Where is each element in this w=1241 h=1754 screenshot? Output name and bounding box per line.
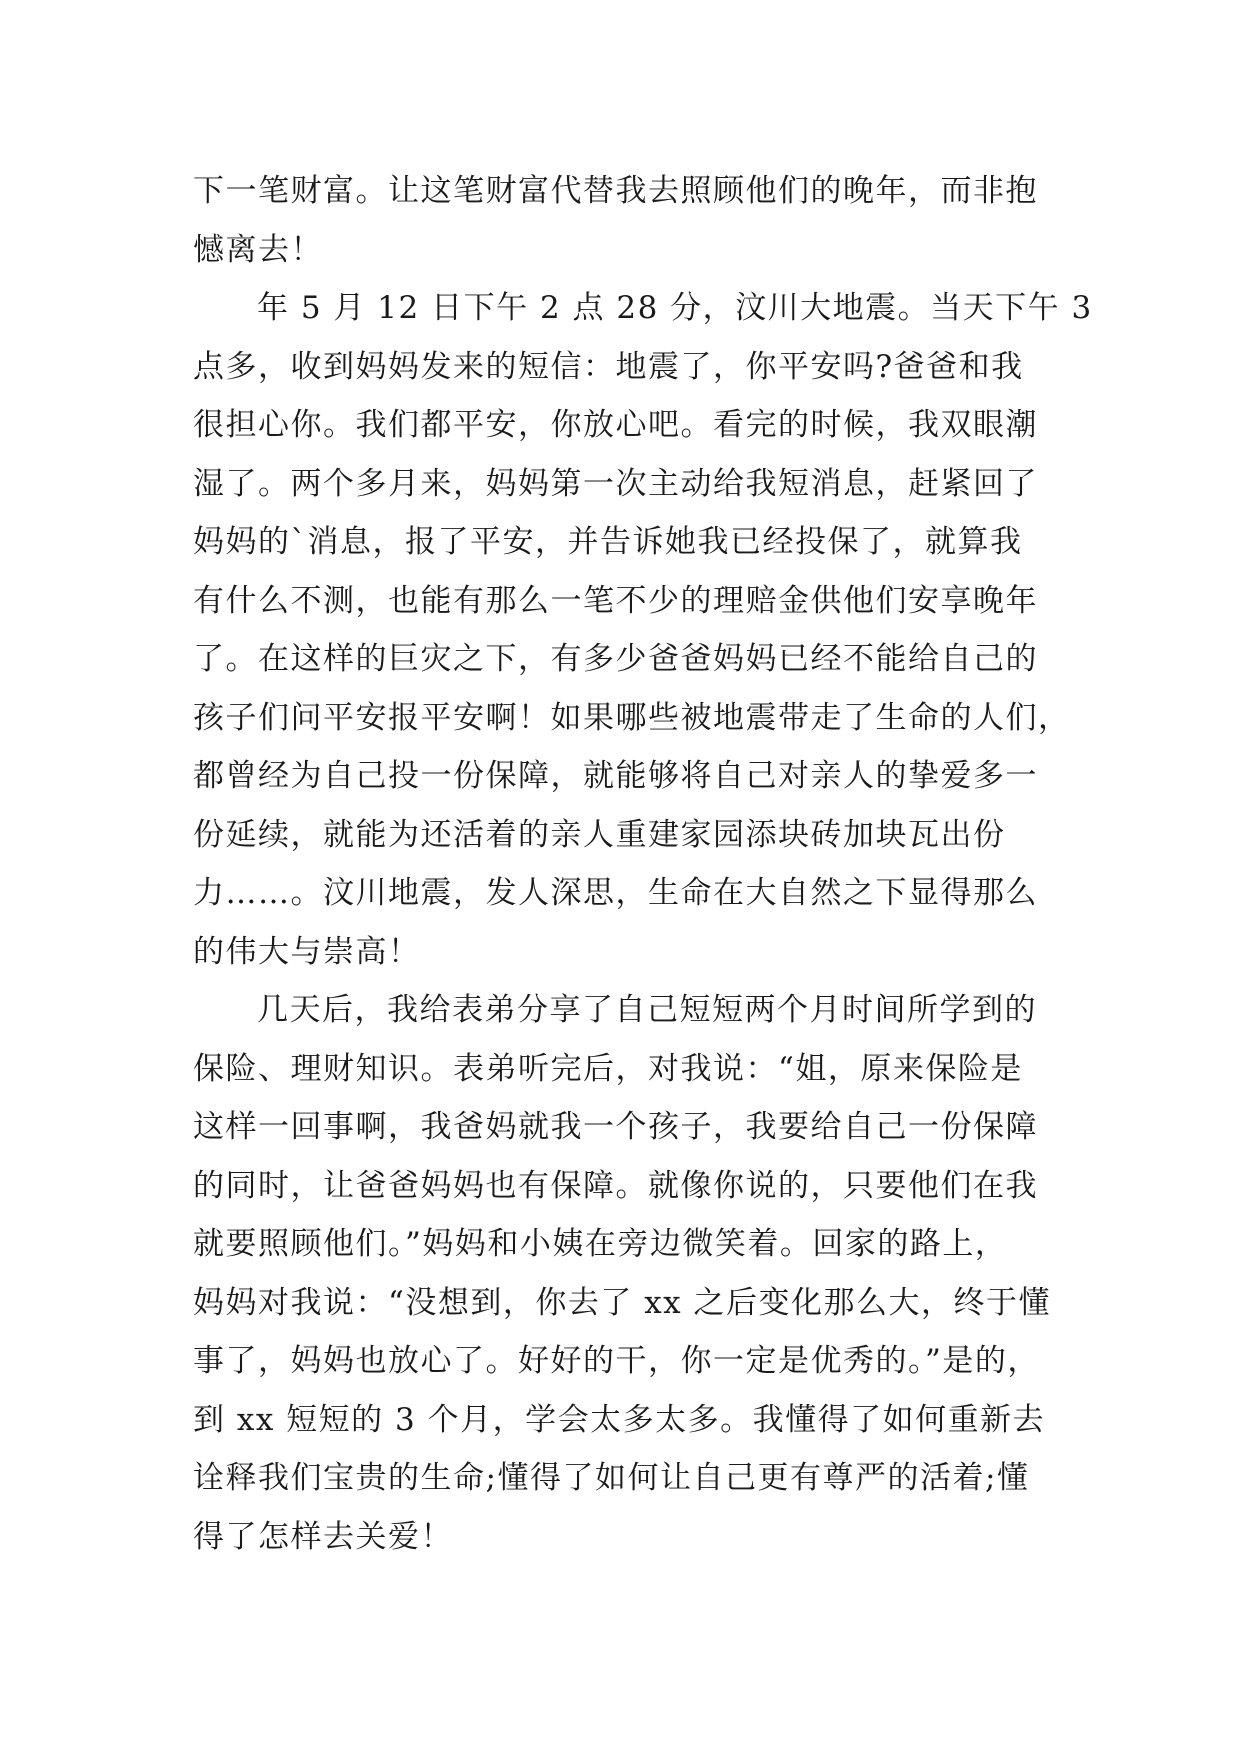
body-text [193, 162, 1093, 1566]
text-line: 点多，收到妈妈发来的短信：地震了，你平安吗?爸爸和我 [193, 348, 1024, 385]
text-line: 下一笔财富。让这笔财富代替我去照顾他们的晚年，而非抱 [193, 173, 1038, 209]
text-line: 的伟大与崇高！ [193, 933, 421, 970]
text-line: 这样一回事啊，我爸妈就我一个孩子，我要给自己一份保障 [193, 1109, 1038, 1145]
paragraph-start-line: 年 5 月 12 日下午 2 点 28 分，汶川大地震。当天下午 3 [257, 290, 1093, 326]
text-line: 得了怎样去关爱！ [193, 1518, 453, 1555]
text-line: 保险、理财知识。表弟听完后，对我说：“姐，原来保险是 [193, 1050, 1023, 1087]
text-line: 憾离去！ [193, 231, 323, 268]
text-line: 就要照顾他们。”妈妈和小姨在旁边微笑着。回家的路上， [193, 1226, 1008, 1262]
text-line: 了。在这样的巨灾之下，有多少爸爸妈妈已经不能给自己的 [193, 641, 1038, 677]
text-line: 孩子们问平安报平安啊！如果哪些被地震带走了生命的人们， [193, 699, 1071, 736]
text-line: 力……。汶川地震，发人深思，生命在大自然之下显得那么 [193, 875, 1038, 911]
text-line: 妈妈的`消息，报了平安，并告诉她我已经投保了，就算我 [193, 524, 1023, 560]
text-line: 很担心你。我们都平安，你放心吧。看完的时候，我双眼潮 [193, 407, 1038, 443]
text-line: 湿了。两个多月来，妈妈第一次主动给我短消息，赶紧回了 [193, 465, 1038, 502]
text-line: 份延续，就能为还活着的亲人重建家园添块砖加块瓦出份 [193, 816, 1006, 853]
text-line: 诠释我们宝贵的生命;懂得了如何让自己更有尊严的活着;懂 [193, 1460, 1030, 1496]
text-line: 都曾经为自己投一份保障，就能够将自己对亲人的挚爱多一 [193, 758, 1038, 794]
paragraph-start-line: 几天后，我给表弟分享了自己短短两个月时间所学到的 [257, 992, 1037, 1028]
text-line: 有什么不测，也能有那么一笔不少的理赔金供他们安享晚年 [193, 582, 1038, 619]
text-line: 的同时，让爸爸妈妈也有保障。就像你说的，只要他们在我 [193, 1167, 1038, 1204]
text-line: 到 xx 短短的 3 个月，学会太多太多。我懂得了如何重新去 [193, 1401, 1046, 1438]
text-line: 妈妈对我说：“没想到，你去了 xx 之后变化那么大，终于懂 [193, 1284, 1052, 1321]
text-line: 事了，妈妈也放心了。好好的干，你一定是优秀的。”是的， [193, 1343, 1040, 1379]
